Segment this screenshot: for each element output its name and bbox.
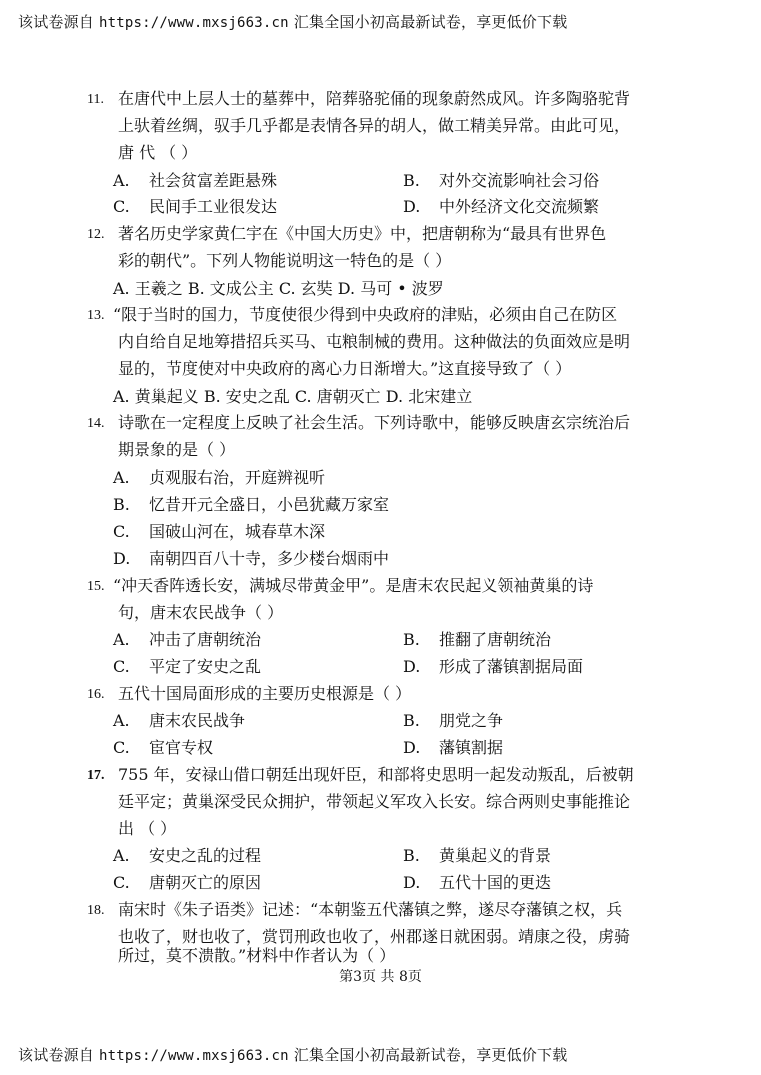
option-text: 民间手工业很发达: [149, 197, 278, 216]
option-text: 推翻了唐朝统治: [439, 630, 552, 649]
option-text: 社会贫富差距悬殊: [149, 171, 278, 190]
option-label: C.: [113, 657, 130, 676]
option-text: 对外交流影响社会习俗: [439, 171, 600, 190]
option-text: 贞观服右治，开庭辨视听: [149, 468, 326, 487]
question-number: 17.: [87, 768, 105, 783]
question-stem-line: 南宋时《朱子语类》记述：“本朝鉴五代藩镇之弊，遂尽夺藩镇之权，兵: [118, 900, 623, 919]
option-text: 冲击了唐朝统治: [149, 630, 262, 649]
option-text: 五代十国的更迭: [439, 873, 552, 892]
question-stem-line: 诗歌在一定程度上反映了社会生活。下列诗歌中，能够反映唐玄宗统治后: [118, 413, 631, 432]
option-label: D.: [113, 549, 131, 568]
question-number: 12.: [87, 227, 105, 242]
banner-prefix: 该试卷源自: [18, 13, 95, 31]
question-number: 18.: [87, 903, 105, 918]
banner-link[interactable]: https://www.mxsj663.cn: [98, 1048, 289, 1064]
option-label: A.: [113, 468, 130, 487]
question-stem-line: 五代十国局面形成的主要历史根源是（ ）: [118, 684, 412, 703]
option-text: 唐朝灭亡的原因: [149, 873, 262, 892]
question-stem-line: 所过，莫不溃散。”材料中作者认为（ ）: [118, 946, 396, 965]
option-text: 安史之乱的过程: [149, 846, 262, 865]
option-label: D.: [403, 657, 421, 676]
page-number: 第3页 共 8页: [339, 969, 422, 985]
banner-link[interactable]: https://www.mxsj663.cn: [98, 15, 289, 31]
source-banner-top: [18, 11, 567, 32]
question-stem-line: 著名历史学家黄仁宇在《中国大历史》中，把唐朝称为“最具有世界色: [118, 224, 607, 243]
option-label: D.: [403, 738, 421, 757]
question-number: 13.: [87, 308, 105, 323]
option-label: A.: [113, 171, 130, 190]
option-text: 平定了安史之乱: [149, 657, 262, 676]
question-number: 11.: [87, 92, 104, 107]
option-label: C.: [113, 197, 130, 216]
question-stem-line: 期景象的是（ ）: [118, 440, 236, 459]
question-stem-line: 廷平定；黄巢深受民众拥护，带领起义军攻入长安。综合两则史事能推论: [118, 792, 631, 811]
option-label: A.: [113, 846, 130, 865]
question-stem-line: “冲天香阵透长安，满城尽带黄金甲”。是唐末农民起义领袖黄巢的诗: [113, 576, 594, 595]
question-stem-line: 显的，节度使对中央政府的离心力日渐增大。”这直接导致了（ ）: [118, 359, 572, 378]
option-text: 中外经济文化交流频繁: [439, 197, 600, 216]
option-text: 国破山河在，城春草木深: [149, 522, 326, 541]
question-stem-line: 755 年，安禄山借口朝廷出现奸臣，和部将史思明一起发动叛乱，后被朝: [118, 765, 634, 784]
options-line: A. 黄巢起义 B. 安史之乱 C. 唐朝灭亡 D. 北宋建立: [113, 387, 473, 406]
option-label: C.: [113, 522, 130, 541]
question-stem-line: 句，唐末农民战争（ ）: [118, 603, 284, 622]
option-text: 唐末农民战争: [149, 711, 246, 730]
option-text: 黄巢起义的背景: [439, 846, 552, 865]
banner-suffix: 汇集全国小初高最新试卷，享更低价下载: [293, 13, 568, 31]
option-label: B.: [403, 846, 420, 865]
option-label: C.: [113, 873, 130, 892]
banner-suffix: 汇集全国小初高最新试卷，享更低价下载: [293, 1046, 568, 1064]
option-label: A.: [113, 711, 130, 730]
option-text: 藩镇割据: [439, 738, 504, 757]
banner-prefix: 该试卷源自: [18, 1046, 95, 1064]
options-line: A. 王羲之 B. 文成公主 C. 玄奘 D. 马可 • 波罗: [113, 279, 444, 298]
option-label: C.: [113, 738, 130, 757]
question-stem-line: 彩的朝代”。下列人物能说明这一特色的是（ ）: [118, 251, 452, 270]
option-text: 形成了藩镇割据局面: [439, 657, 584, 676]
question-stem-line: 内自给自足地筹措招兵买马、屯粮制械的费用。这种做法的负面效应是明: [118, 332, 631, 351]
question-stem-line: “限于当时的国力，节度使很少得到中央政府的津贴，必须由自己在防区: [113, 305, 618, 324]
option-label: D.: [403, 873, 421, 892]
option-label: B.: [403, 711, 420, 730]
option-text: 朋党之争: [439, 711, 504, 730]
question-stem-line: 也收了，财也收了，赏罚刑政也收了，州郡遂日就困弱。靖康之役，虏骑: [118, 927, 631, 946]
question-number: 14.: [87, 416, 105, 431]
question-number: 16.: [87, 687, 105, 702]
option-text: 南朝四百八十寺，多少楼台烟雨中: [149, 549, 390, 568]
question-stem-line: 在唐代中上层人士的墓葬中，陪葬骆驼俑的现象蔚然成风。许多陶骆驼背: [118, 89, 631, 108]
option-label: B.: [113, 495, 130, 514]
question-stem-line: 上驮着丝绸，驭手几乎都是表情各异的胡人，做工精美异常。由此可见，: [118, 116, 631, 135]
question-number: 15.: [87, 579, 105, 594]
option-label: B.: [403, 171, 420, 190]
question-stem-line: 唐 代 （ ）: [118, 143, 198, 162]
option-text: 宦官专权: [149, 738, 214, 757]
source-banner-bottom: [18, 1044, 567, 1065]
option-text: 忆昔开元全盛日，小邑犹藏万家室: [149, 495, 390, 514]
option-label: D.: [403, 197, 421, 216]
question-stem-line: 出 （ ）: [118, 819, 177, 838]
option-label: A.: [113, 630, 130, 649]
option-label: B.: [403, 630, 420, 649]
